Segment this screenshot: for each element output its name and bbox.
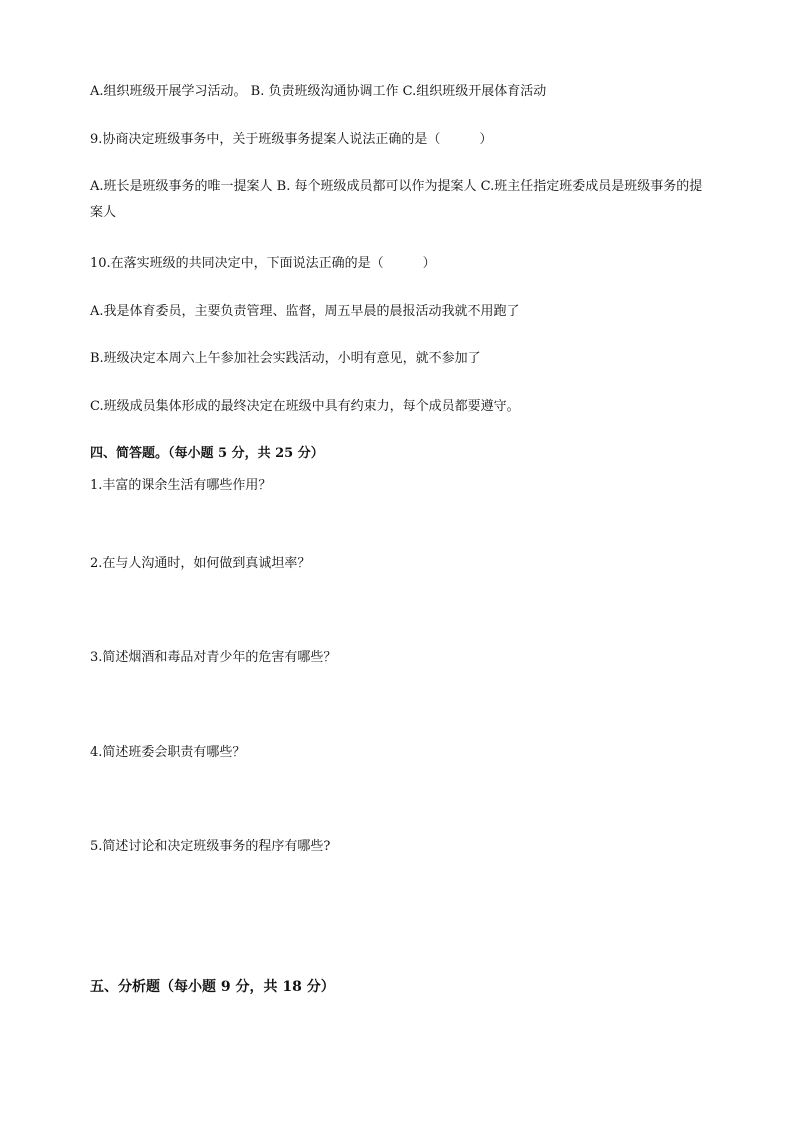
short-answer-question-1: 1.丰富的课余生活有哪些作用？ [90, 478, 272, 493]
section-4-title: 四、简答题。（每小题 5 分，共 25 分） [90, 446, 324, 461]
question-9-options: A.班长是班级事务的唯一提案人 B. 每个班级成员都可以作为提案人 C.班主任指定班委成员是班级事务的提案人 [90, 179, 703, 220]
question-10-option-a: A.我是体育委员，主要负责管理、监督，周五早晨的晨报活动我就不用跑了 [90, 304, 520, 319]
short-answer-question-5: 5.简述讨论和决定班级事务的程序有哪些? [90, 839, 331, 854]
question-10-option-b: B.班级决定本周六上午参加社会实践活动，小明有意见，就不参加了 [90, 351, 481, 366]
short-answer-question-3: 3.简述烟酒和毒品对青少年的危害有哪些？ [90, 650, 337, 665]
question-10-option-c: C.班级成员集体形成的最终决定在班级中具有约束力，每个成员都要遵守。 [90, 399, 520, 414]
question-8-options: A.组织班级开展学习活动。 B. 负责班级沟通协调工作 C.组织班级开展体育活动 [90, 84, 547, 99]
short-answer-question-4: 4.简述班委会职责有哪些？ [90, 745, 246, 760]
short-answer-question-2: 2.在与人沟通时，如何做到真诚坦率？ [90, 556, 311, 571]
section-5-title: 五、分析题（每小题 9 分，共 18 分） [90, 979, 335, 995]
question-10-stem: 10.在落实班级的共同决定中，下面说法正确的是（ ） [90, 256, 436, 271]
question-9-stem: 9.协商决定班级事务中，关于班级事务提案人说法正确的是（ ） [90, 132, 493, 147]
